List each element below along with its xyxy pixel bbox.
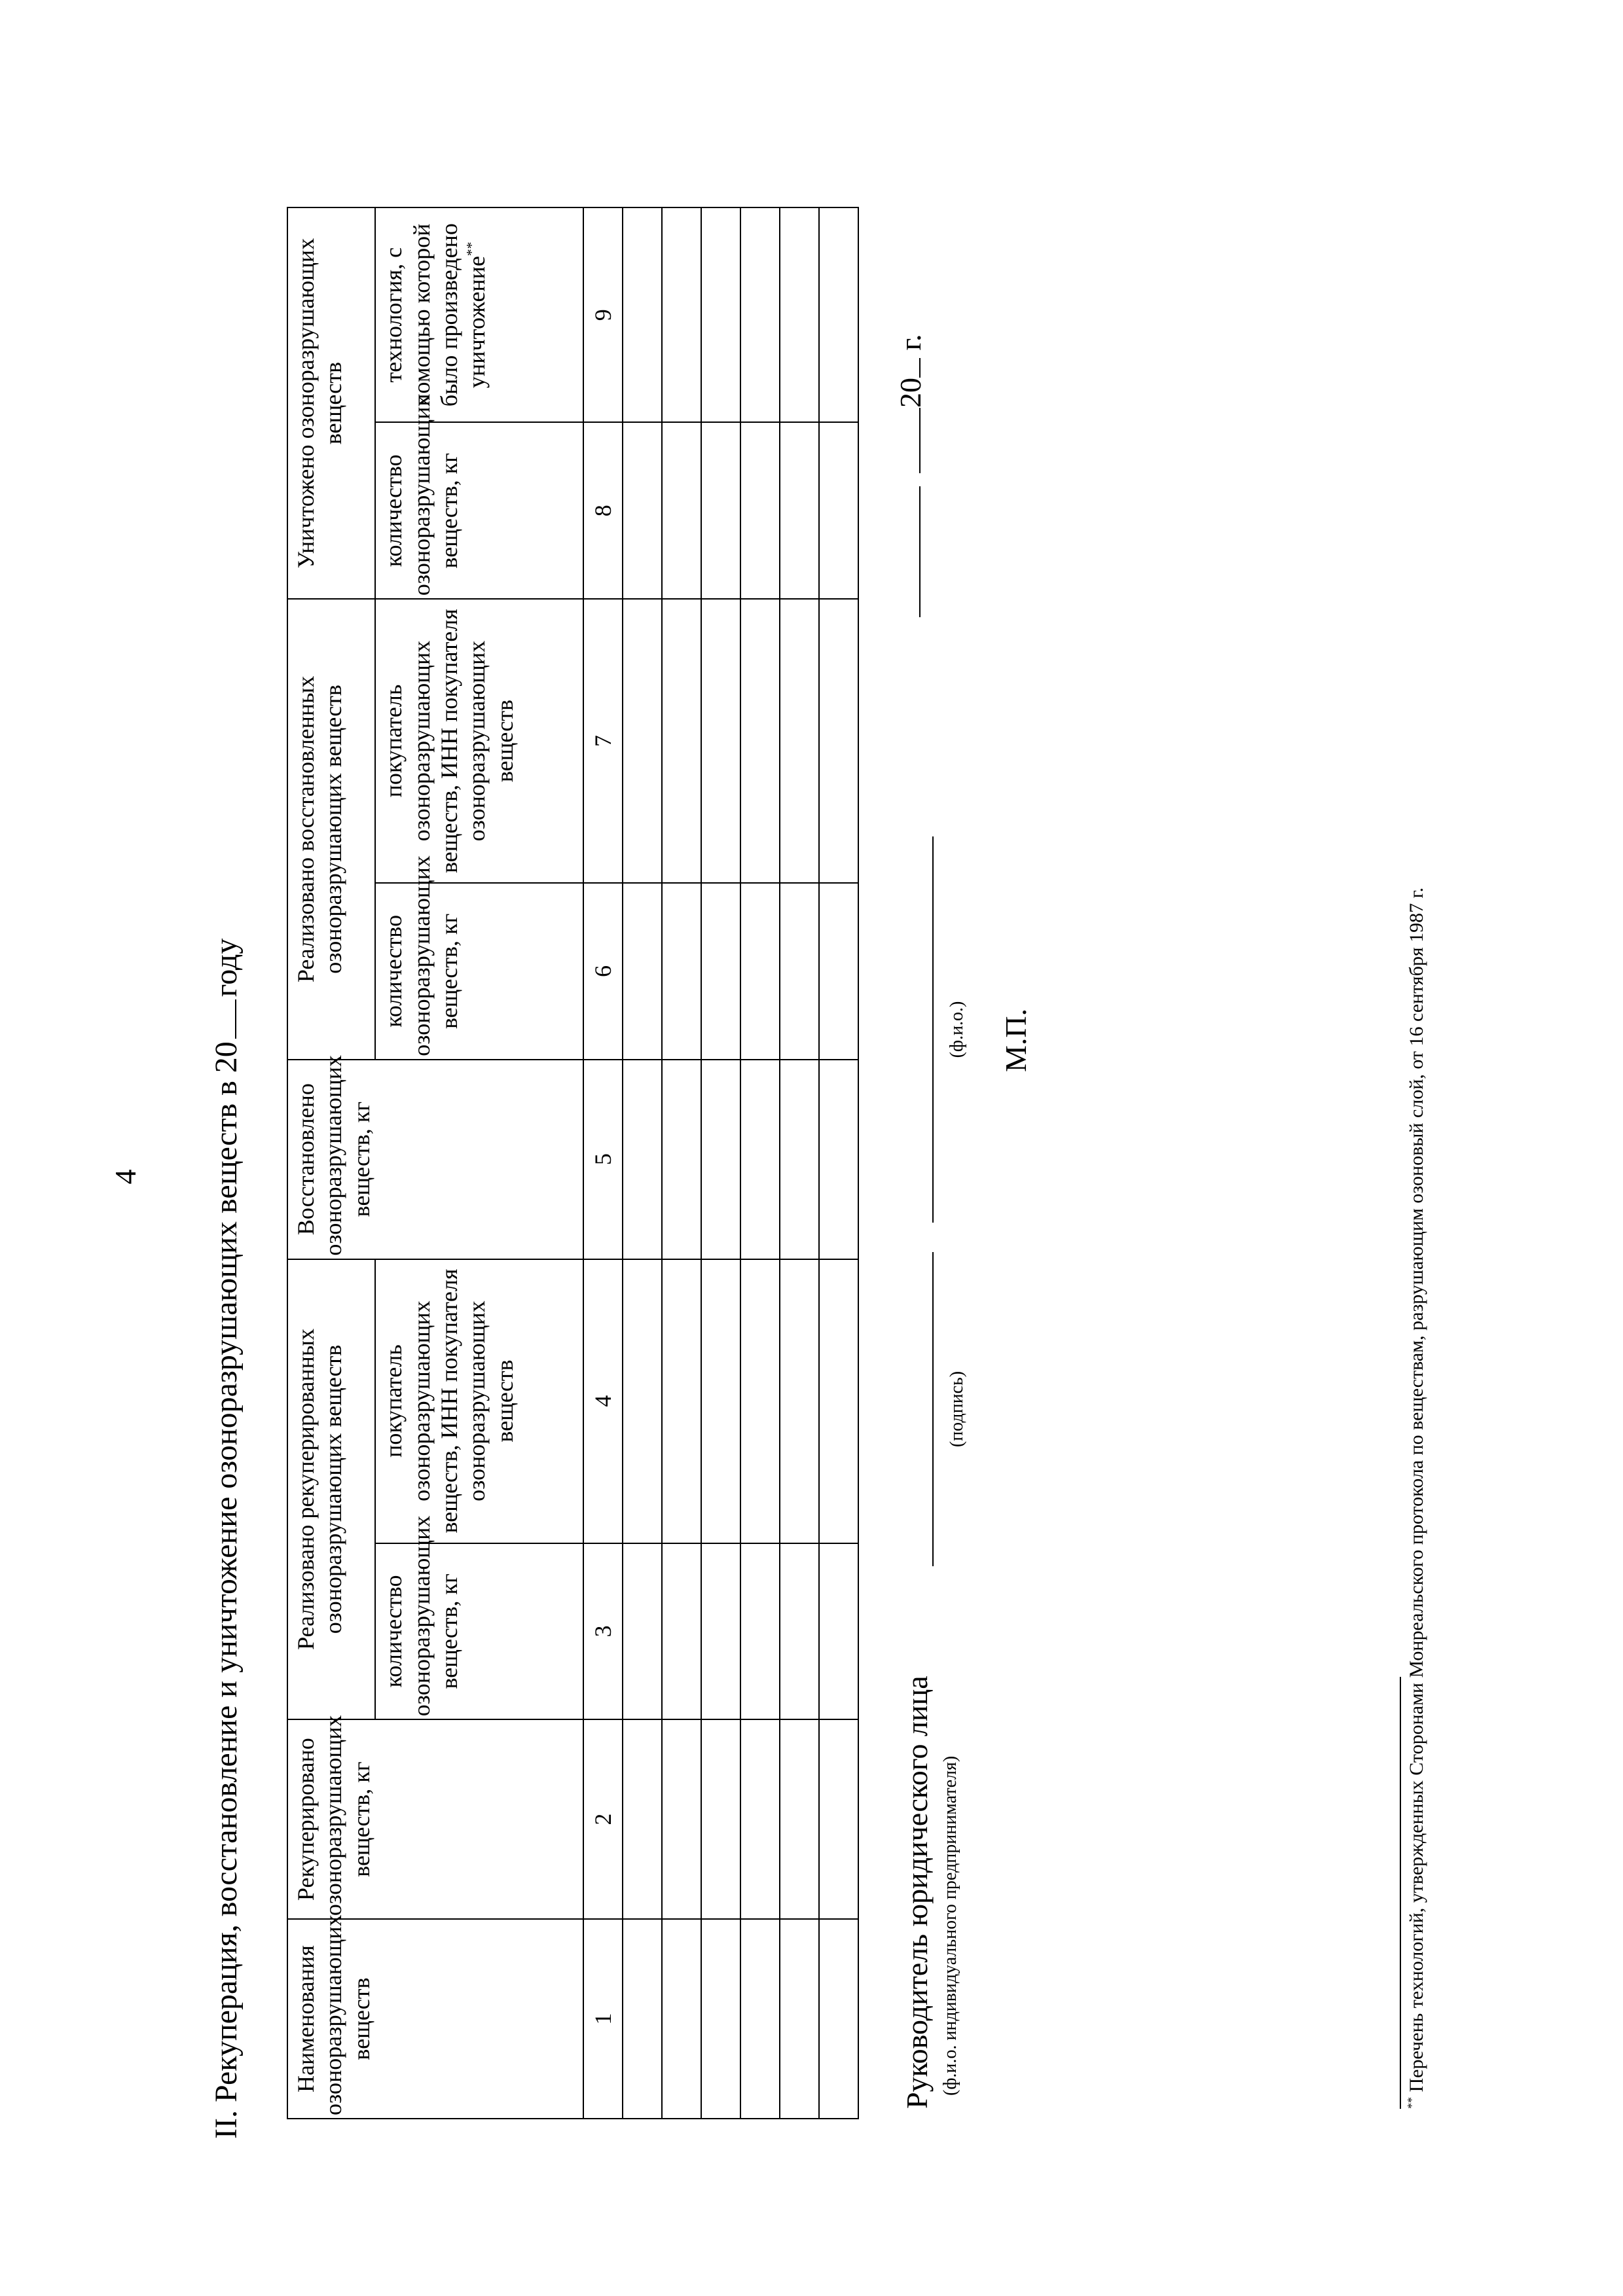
table-cell[interactable] [819, 207, 858, 422]
table-cell[interactable] [623, 599, 662, 883]
header-col-2: Рекуперировано озоноразрушающих веществ, кг [287, 1719, 583, 1919]
column-number: 4 [583, 1259, 623, 1543]
table-cell[interactable] [623, 207, 662, 422]
header-group-realized-recuperated: Реализовано рекуперированных озоноразрушающих веществ [287, 1259, 375, 1720]
name-caption: (ф.и.о.) [947, 1001, 967, 1058]
table-cell[interactable] [623, 1543, 662, 1720]
table-cell[interactable] [662, 1719, 701, 1919]
table-cell[interactable] [819, 1543, 858, 1720]
column-number: 8 [583, 422, 623, 599]
table-cell[interactable] [819, 1060, 858, 1259]
table-cell[interactable] [740, 1543, 780, 1720]
table-cell[interactable] [819, 422, 858, 599]
header-col-3: количество озоноразрушающих веществ, кг [375, 1543, 583, 1720]
table-cell[interactable] [819, 883, 858, 1060]
column-number: 2 [583, 1719, 623, 1919]
name-line[interactable] [932, 836, 934, 1223]
table-row [740, 207, 780, 2119]
table-cell[interactable] [780, 1543, 819, 1720]
page-number: 4 [109, 1169, 142, 1185]
table-cell[interactable] [701, 1719, 740, 1919]
table-cell[interactable] [701, 422, 740, 599]
date-day-month-blank[interactable] [893, 486, 921, 617]
column-number: 9 [583, 207, 623, 422]
header-col-5: Восстановлено озоноразрушающих веществ, кг [287, 1060, 583, 1259]
table-cell[interactable] [740, 1259, 780, 1543]
header-col-7: покупатель озоноразрушающих веществ, ИНН покупателя озоноразрушающих веществ [375, 599, 583, 883]
table-row [662, 207, 701, 2119]
head-label: Руководитель юридического лица [900, 1676, 934, 2109]
column-number: 5 [583, 1060, 623, 1259]
signature-caption: (подпись) [947, 1371, 967, 1448]
table-cell[interactable] [701, 1543, 740, 1720]
footnote-ref-mark: ** [464, 242, 480, 257]
header-col-6: количество озоноразрушающих веществ, кг [375, 883, 583, 1060]
table-cell[interactable] [740, 883, 780, 1060]
column-number-row [583, 207, 623, 2119]
table-cell[interactable] [780, 207, 819, 422]
date-month-blank[interactable] [893, 408, 921, 473]
table-cell[interactable] [740, 1919, 780, 2119]
table-cell[interactable] [819, 1919, 858, 2119]
table-cell[interactable] [819, 1719, 858, 1919]
column-number: 7 [583, 599, 623, 883]
table-cell[interactable] [701, 599, 740, 883]
table-cell[interactable] [701, 1919, 740, 2119]
footnote-divider [1400, 1677, 1401, 2109]
table-cell[interactable] [780, 883, 819, 1060]
table-cell[interactable] [623, 883, 662, 1060]
table-row [780, 207, 819, 2119]
table-cell[interactable] [623, 1919, 662, 2119]
table-cell[interactable] [662, 422, 701, 599]
table-cell[interactable] [780, 599, 819, 883]
column-number: 6 [583, 883, 623, 1060]
table-cell[interactable] [623, 1060, 662, 1259]
table-cell[interactable] [819, 1259, 858, 1543]
table-cell[interactable] [701, 1060, 740, 1259]
table-cell[interactable] [780, 1919, 819, 2119]
table-cell[interactable] [623, 1719, 662, 1919]
title-text: II. Рекуперация, восстановление и уничтожение озоноразрушающих веществ в 20 [209, 1041, 244, 2139]
table-cell[interactable] [780, 422, 819, 599]
header-col-9 [375, 207, 583, 422]
date-line [893, 334, 928, 617]
table-cell[interactable] [662, 883, 701, 1060]
table-row [819, 207, 858, 2119]
table-cell[interactable] [623, 1259, 662, 1543]
header-group-realized-restored: Реализовано восстановленных озоноразрушающих веществ [287, 599, 375, 1060]
footnote [1405, 145, 1428, 2109]
year-suffix: г. [894, 334, 927, 351]
table-cell[interactable] [780, 1060, 819, 1259]
table-cell[interactable] [701, 1259, 740, 1543]
header-row-top [287, 207, 375, 2119]
table-cell[interactable] [662, 207, 701, 422]
year-prefix: 20 [894, 378, 927, 408]
table-cell[interactable] [780, 1719, 819, 1919]
table-cell[interactable] [623, 422, 662, 599]
table-cell[interactable] [662, 1919, 701, 2119]
header-group-destroyed: Уничтожено озоноразрушающих веществ [287, 207, 375, 599]
header-col-4: покупатель озоноразрушающих веществ, ИНН покупателя озоноразрушающих веществ [375, 1259, 583, 1543]
table-cell[interactable] [740, 207, 780, 422]
table-cell[interactable] [701, 207, 740, 422]
table-cell[interactable] [740, 1060, 780, 1259]
year-blank[interactable] [893, 358, 921, 378]
footnote-text: Перечень технологий, утвержденных Сторонами Монреальского протокола по веществам, разрушающим озоновый слой, от 16 сентября 1987 г. [1406, 887, 1427, 2092]
header-col-1: Наименования озоноразрушающих веществ [287, 1919, 583, 2119]
column-number: 3 [583, 1543, 623, 1720]
head-sublabel: (ф.и.о. индивидуального предпринимателя) [940, 1755, 960, 2096]
table-cell[interactable] [819, 599, 858, 883]
table-cell[interactable] [662, 1259, 701, 1543]
table-cell[interactable] [701, 883, 740, 1060]
stamp-place: М.П. [999, 1008, 1032, 1072]
table-cell[interactable] [662, 1543, 701, 1720]
table-cell[interactable] [662, 1060, 701, 1259]
header-col-8: количество озоноразрушающих веществ, кг [375, 422, 583, 599]
table-cell[interactable] [780, 1259, 819, 1543]
header-col-9-text: технология, с помощью которой было произведено уничтожение [380, 223, 490, 407]
table-cell[interactable] [662, 599, 701, 883]
signature-line[interactable] [932, 1252, 934, 1566]
section-title [208, 306, 244, 2139]
table-cell[interactable] [740, 422, 780, 599]
table-row [623, 207, 662, 2119]
column-number: 1 [583, 1919, 623, 2119]
ods-report-table [287, 207, 859, 2119]
year-blank [209, 999, 236, 1039]
table-cell[interactable] [740, 1719, 780, 1919]
footnote-mark: ** [1405, 2097, 1418, 2109]
table-cell[interactable] [740, 599, 780, 883]
title-suffix: году [209, 938, 244, 997]
table-row [701, 207, 740, 2119]
